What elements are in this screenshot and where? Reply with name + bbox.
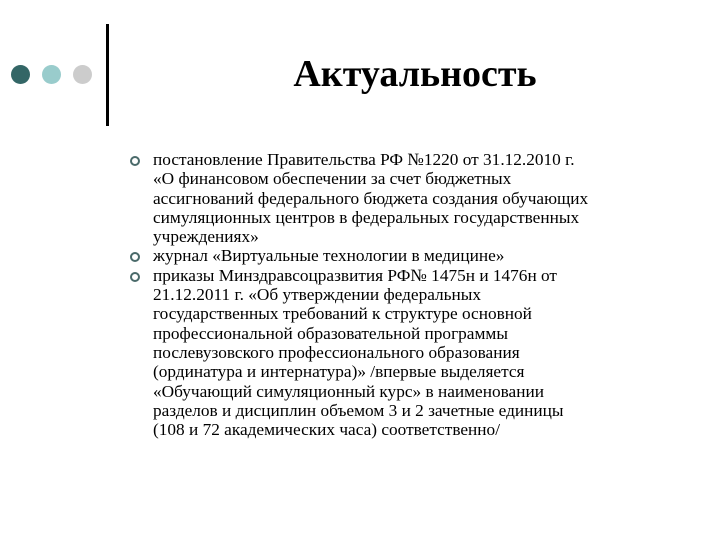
bullet-text-line: профессиональной образовательной программы xyxy=(153,323,508,343)
bullet-item xyxy=(130,266,690,440)
bullet-text-line: приказы Минздравсоцразвития РФ№ 1475н и 1476н от xyxy=(153,265,557,285)
bullet-text-line: ассигнований федерального бюджета создания обучающих xyxy=(153,188,589,208)
decor-dot-dark xyxy=(11,65,30,84)
bullet-text-line: (ординатура и интернатура)» /впервые выделяется xyxy=(153,362,525,382)
bullet-text-line: симуляционных центров в федеральных государственных xyxy=(153,207,580,227)
bullet-item xyxy=(130,150,690,246)
decor-dot-gray xyxy=(73,65,92,84)
circle-bullet-icon xyxy=(130,272,140,282)
bullet-text-line: учреждениях» xyxy=(153,227,259,247)
bullet-text-line: 21.12.2011 г. «Об утверждении федеральных xyxy=(153,285,482,305)
bullet-text-line: разделов и дисциплин объемом 3 и 2 зачетные единицы xyxy=(153,400,564,420)
bullet-text-line: «О финансовом обеспечении за счет бюджетных xyxy=(153,169,512,189)
bullet-text-line: послевузовского профессионального образования xyxy=(153,342,520,362)
circle-bullet-icon xyxy=(130,156,140,166)
bullet-text-line: «Обучающий симуляционный курс» в наименовании xyxy=(153,381,544,401)
title-divider xyxy=(106,24,109,126)
bullet-item xyxy=(130,246,690,265)
circle-bullet-icon xyxy=(130,252,140,262)
decor-dot-light xyxy=(42,65,61,84)
bullet-list xyxy=(130,150,690,439)
slide-title: Актуальность xyxy=(293,53,537,95)
bullet-text-line: постановление Правительства РФ №1220 от 31.12.2010 г. xyxy=(153,150,575,169)
bullet-text-line: государственных требований к структуре основной xyxy=(153,304,532,324)
bullet-text-line: (108 и 72 академических часа) соответственно/ xyxy=(153,420,501,440)
bullet-text-line: журнал «Виртуальные технологии в медицине» xyxy=(153,246,505,266)
